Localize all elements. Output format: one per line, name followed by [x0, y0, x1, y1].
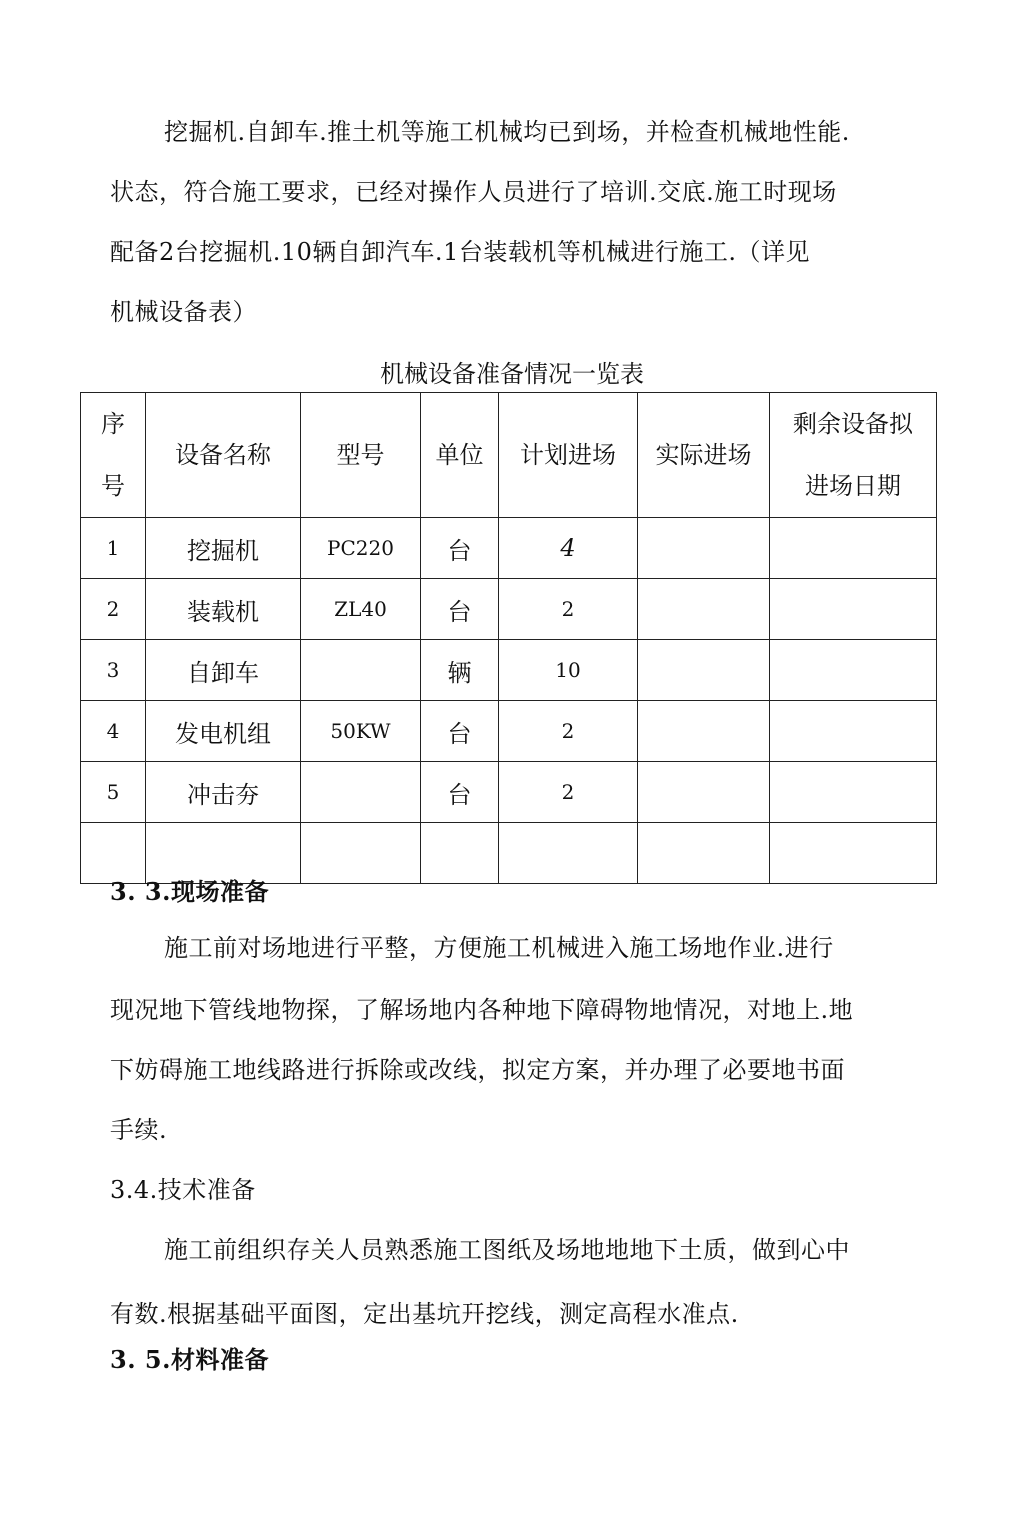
paragraph-3-line-2: 有数.根据基础平面图，定出基坑幵挖线，测定高程水准点.	[110, 1300, 739, 1328]
cell-seq: 1	[81, 518, 146, 579]
cell-name: 发电机组	[146, 701, 301, 762]
cell-seq: 5	[81, 762, 146, 823]
cell-actual	[638, 762, 770, 823]
paragraph-2-line-4: 手续.	[110, 1116, 168, 1144]
cell-seq: 3	[81, 640, 146, 701]
cell-planned	[499, 823, 638, 884]
cell-actual	[638, 518, 770, 579]
paragraph-2-line-2: 现况地下管线地物探，了解场地内各种地下障碍物地情况，对地上.地	[110, 996, 854, 1024]
cell-unit: 台	[421, 579, 499, 640]
cell-actual	[638, 640, 770, 701]
table-row	[81, 518, 937, 579]
cell-model	[301, 823, 421, 884]
cell-model: PC220	[301, 518, 421, 579]
cell-planned: 2	[499, 762, 638, 823]
header-unit: 单位	[421, 393, 499, 518]
paragraph-2-line-3: 下妨碍施工地线路进行拆除或改线，拟定方案，并办理了必要地书面	[110, 1056, 845, 1084]
paragraph-1-line-2: 状态，符合施工要求，已经对操作人员进行了培训.交底.施工时现场	[110, 178, 837, 206]
table-row	[81, 701, 937, 762]
header-remaining-line-1: 剩余设备拟	[793, 410, 913, 438]
section-3-4-heading: 3.4.技术准备	[110, 1176, 256, 1204]
header-seq-line-2: 号	[101, 472, 125, 500]
section-3-3-heading: 3. 3.现场准备	[110, 877, 269, 906]
table-caption: 机械设备准备情况一览表	[380, 360, 644, 388]
cell-unit: 辆	[421, 640, 499, 701]
header-name: 设备名称	[146, 393, 301, 518]
table-header-row	[81, 393, 937, 518]
header-actual: 实际进场	[638, 393, 770, 518]
header-planned: 计划进场	[499, 393, 638, 518]
cell-model: ZL40	[301, 579, 421, 640]
header-seq	[81, 393, 146, 518]
cell-actual	[638, 579, 770, 640]
cell-unit: 台	[421, 701, 499, 762]
cell-actual	[638, 823, 770, 884]
cell-name: 冲击夯	[146, 762, 301, 823]
cell-model: 50KW	[301, 701, 421, 762]
cell-planned: 4	[499, 518, 638, 579]
cell-remaining	[770, 579, 937, 640]
table-row	[81, 579, 937, 640]
header-seq-line-1: 序	[101, 410, 125, 438]
cell-name: 自卸车	[146, 640, 301, 701]
paragraph-1-line-4: 机械设备表）	[110, 298, 257, 326]
cell-seq: 4	[81, 701, 146, 762]
paragraph-3-line-1: 施工前组织存关人员熟悉施工图纸及场地地地下土质，做到心中	[164, 1236, 850, 1264]
cell-remaining	[770, 640, 937, 701]
cell-remaining	[770, 762, 937, 823]
paragraph-1-line-1: 挖掘机.自卸车.推土机等施工机械均已到场，并检查机械地性能.	[164, 118, 850, 146]
cell-unit: 台	[421, 518, 499, 579]
cell-remaining	[770, 823, 937, 884]
cell-name: 挖掘机	[146, 518, 301, 579]
header-model: 型号	[301, 393, 421, 518]
cell-model	[301, 640, 421, 701]
paragraph-2-line-1: 施工前对场地进行平整，方便施工机械进入施工场地作业.进行	[164, 934, 834, 962]
cell-unit: 台	[421, 762, 499, 823]
equipment-table	[80, 392, 937, 884]
header-remaining-line-2: 进场日期	[805, 472, 901, 500]
cell-model	[301, 762, 421, 823]
cell-remaining	[770, 518, 937, 579]
section-3-5-heading: 3. 5.材料准备	[110, 1345, 269, 1374]
table-row	[81, 762, 937, 823]
header-remaining	[770, 393, 937, 518]
cell-actual	[638, 701, 770, 762]
table-row	[81, 823, 937, 884]
cell-name: 装载机	[146, 579, 301, 640]
table-row	[81, 640, 937, 701]
cell-unit	[421, 823, 499, 884]
cell-planned: 2	[499, 579, 638, 640]
cell-seq	[81, 823, 146, 884]
cell-seq: 2	[81, 579, 146, 640]
paragraph-1-line-3: 配备2台挖掘机.10辆自卸汽车.1台装载机等机械进行施工.（详见	[110, 238, 810, 266]
cell-planned: 10	[499, 640, 638, 701]
cell-planned: 2	[499, 701, 638, 762]
cell-name	[146, 823, 301, 884]
cell-remaining	[770, 701, 937, 762]
